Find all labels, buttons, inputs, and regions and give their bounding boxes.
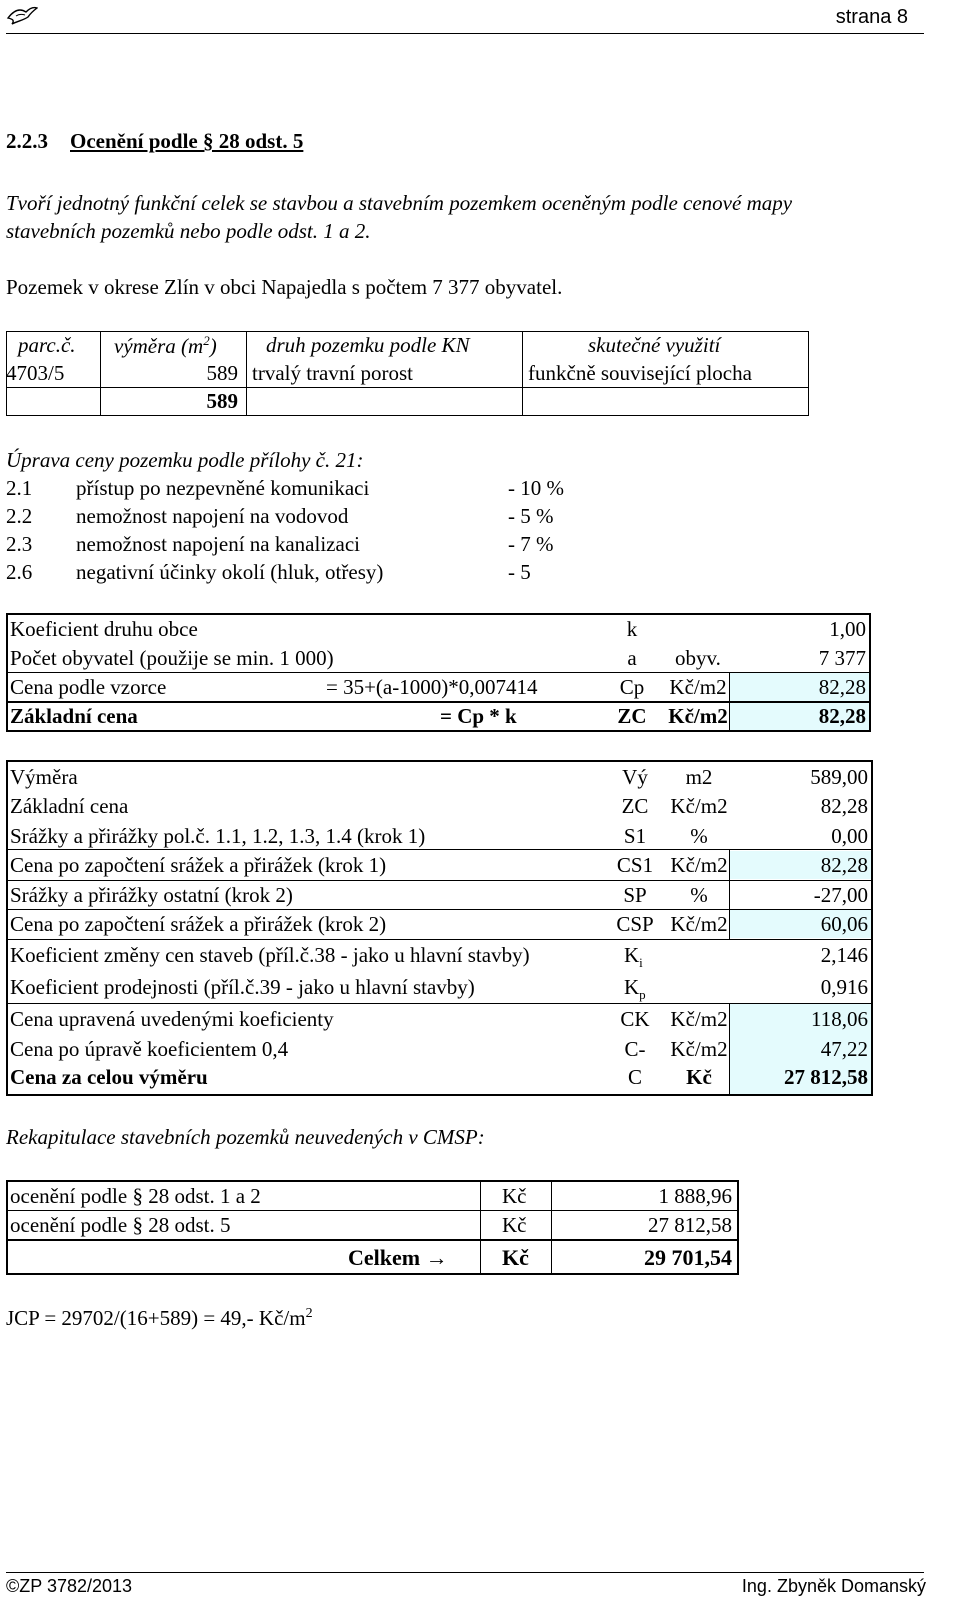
intro-line-1: Tvoří jednotný funkční celek se stavbou a stavebním pozemkem oceněným podle cenové mapy: [6, 191, 793, 215]
adjustment-text: nemožnost napojení na vodovod: [76, 504, 349, 528]
recap-total-unit: Kč: [502, 1245, 529, 1270]
base-row-unit: obyv.: [675, 646, 721, 670]
base-row-formula: = Cp * k: [440, 704, 517, 728]
calc-row-value: 0,916: [820, 975, 868, 999]
calc-row-unit: Kč/m2: [670, 912, 728, 936]
col-header-use: skutečné využití: [588, 333, 721, 357]
footer-left: ©ZP 3782/2013: [6, 1576, 133, 1596]
parcel-area-total: 589: [206, 389, 238, 413]
calc-row-symbol: Vý: [622, 765, 648, 789]
parcel-use: funkčně související plocha: [528, 361, 752, 385]
recap-total-label: Celkem →: [348, 1245, 448, 1270]
col-header-parcel: parc.č.: [18, 333, 76, 357]
calc-row-unit: Kč/m2: [670, 794, 728, 818]
base-row-value: 82,28: [818, 704, 866, 728]
header-rule: [6, 33, 924, 34]
calc-row-label: Koeficient prodejnosti (příl.č.39 - jako u hlavní stavby): [10, 975, 475, 999]
jcp-formula: JCP = 29702/(16+589) = 49,- $Kč/m^2$: [6, 1306, 313, 1330]
calc-row-unit: %: [690, 824, 708, 848]
recap-title: Rekapitulace stavebních pozemků neuvedených v CMSP:: [6, 1125, 485, 1149]
adjustment-text: nemožnost napojení na kanalizaci: [76, 532, 360, 556]
recap-row-label: ocenění podle § 28 odst. 1 a 2: [10, 1184, 261, 1208]
calc-row-value: 82,28: [820, 794, 868, 818]
calc-row-symbol: CS1: [616, 853, 654, 877]
base-row-label: Cena podle vzorce: [10, 675, 167, 699]
adjustment-value: - 5: [508, 560, 531, 584]
calc-row-unit: m2: [685, 765, 713, 789]
calc-row-label: Cena upravená uvedenými koeficienty: [10, 1007, 334, 1031]
calc-row-value: -27,00: [813, 883, 868, 907]
base-row-value: 7 377: [818, 646, 866, 670]
calc-row-unit: Kč/m2: [670, 1037, 728, 1061]
adjustment-code: 2.1: [6, 476, 33, 500]
calc-row-label: Cena po započtení srážek a přirážek (krok 1): [10, 853, 387, 877]
base-row-symbol: k: [626, 617, 638, 641]
base-row-symbol: ZC: [617, 704, 647, 728]
calc-row-unit: %: [690, 883, 708, 907]
calc-row-symbol: C-: [624, 1037, 646, 1061]
calc-row-label: Cena po úpravě koeficientem 0,4: [10, 1037, 289, 1061]
base-row-unit: Kč/m2: [668, 704, 728, 728]
base-row-symbol: a: [627, 646, 637, 670]
base-row-label: Základní cena: [10, 704, 138, 728]
base-row-symbol: Cp: [619, 675, 645, 699]
intro-line-2: stavebních pozemků nebo podle odst. 1 a 2.: [6, 219, 371, 243]
adjustment-text: přístup po nezpevněné komunikaci: [76, 476, 370, 500]
calc-row-symbol: S1: [623, 824, 647, 848]
parcel-kind: trvalý travní porost: [252, 361, 413, 385]
calc-row-symbol: CK: [620, 1007, 650, 1031]
arrow-right-icon: →: [425, 1245, 448, 1270]
adjustment-code: 2.3: [6, 532, 33, 556]
parcel-number: 4703/5: [6, 361, 65, 385]
footer-rule: [6, 1572, 924, 1573]
adjustment-value: - 5 %: [508, 504, 554, 528]
calc-row-label: Srážky a přirážky ostatní (krok 2): [10, 883, 293, 907]
recap-row-value: 27 812,58: [648, 1213, 732, 1237]
col-header-area: výměra $(m^2)$: [114, 333, 217, 358]
calc-row-symbol: C: [627, 1065, 642, 1089]
adjustment-value: - 10 %: [508, 476, 564, 500]
calc-row-unit: Kč: [686, 1065, 712, 1089]
recap-row-label: ocenění podle § 28 odst. 5: [10, 1213, 231, 1237]
calc-row-symbol: SP: [623, 883, 647, 907]
recap-row-unit: Kč: [502, 1184, 527, 1208]
calc-row-value: 0,00: [831, 824, 868, 848]
calc-row-value: 2,146: [820, 943, 868, 967]
base-row-unit: Kč/m2: [669, 675, 727, 699]
calc-row-unit: Kč/m2: [670, 853, 728, 877]
base-row-value: 82,28: [818, 675, 866, 699]
parcel-area: 589: [206, 361, 238, 385]
calc-row-label: Cena po započtení srážek a přirážek (krok 2): [10, 912, 387, 936]
adjustment-text: negativní účinky okolí (hluk, otřesy): [76, 560, 384, 584]
calc-row-value: 47,22: [820, 1037, 868, 1061]
adjustment-code: 2.6: [6, 560, 33, 584]
calc-row-unit: Kč/m2: [670, 1007, 728, 1031]
calc-row-value: 60,06: [820, 912, 868, 936]
base-row-formula: = 35+(a-1000)*0,007414: [326, 675, 538, 699]
calc-row-symbol: $K_i$: [624, 943, 643, 971]
adjustments-title: Úprava ceny pozemku podle přílohy č. 21:: [6, 448, 364, 472]
page-label: strana 8: [835, 6, 908, 28]
base-row-label: Koeficient druhu obce: [10, 617, 198, 641]
calc-row-value: 118,06: [811, 1007, 868, 1031]
calc-row-symbol: $K_p$: [624, 975, 646, 1003]
base-row-value: 1,00: [829, 617, 866, 641]
calc-row-value: 82,28: [820, 853, 868, 877]
calc-row-label: Cena za celou výměru: [10, 1065, 208, 1089]
section-title: 2.2.3 Ocenění podle § 28 odst. 5: [6, 129, 304, 153]
adjustment-value: - 7 %: [508, 532, 554, 556]
col-header-kind: druh pozemku podle KN: [266, 333, 470, 357]
base-row-label: Počet obyvatel (použije se min. 1 000): [10, 646, 334, 670]
footer-right: Ing. Zbyněk Domanský: [741, 1576, 926, 1596]
calc-row-label: Výměra: [10, 765, 78, 789]
calc-row-value: 589,00: [810, 765, 868, 789]
recap-total-value: 29 701,54: [644, 1245, 732, 1270]
calc-row-label: Srážky a přirážky pol.č. 1.1, 1.2, 1.3, 1.4 (krok 1): [10, 824, 426, 848]
calc-row-label: Koeficient změny cen staveb (příl.č.38 - jako u hlavní stavby): [10, 943, 530, 967]
calc-row-label: Základní cena: [10, 794, 129, 818]
recap-row-unit: Kč: [502, 1213, 527, 1237]
calc-row-symbol: ZC: [621, 794, 649, 818]
recap-row-value: 1 888,96: [658, 1184, 732, 1208]
location-text: Pozemek v okrese Zlín v obci Napajedla s počtem 7 377 obyvatel.: [6, 275, 563, 299]
calc-row-symbol: CSP: [616, 912, 654, 936]
adjustment-code: 2.2: [6, 504, 33, 528]
bird-logo-icon: [6, 4, 38, 28]
calc-row-value: 27 812,58: [784, 1065, 868, 1089]
